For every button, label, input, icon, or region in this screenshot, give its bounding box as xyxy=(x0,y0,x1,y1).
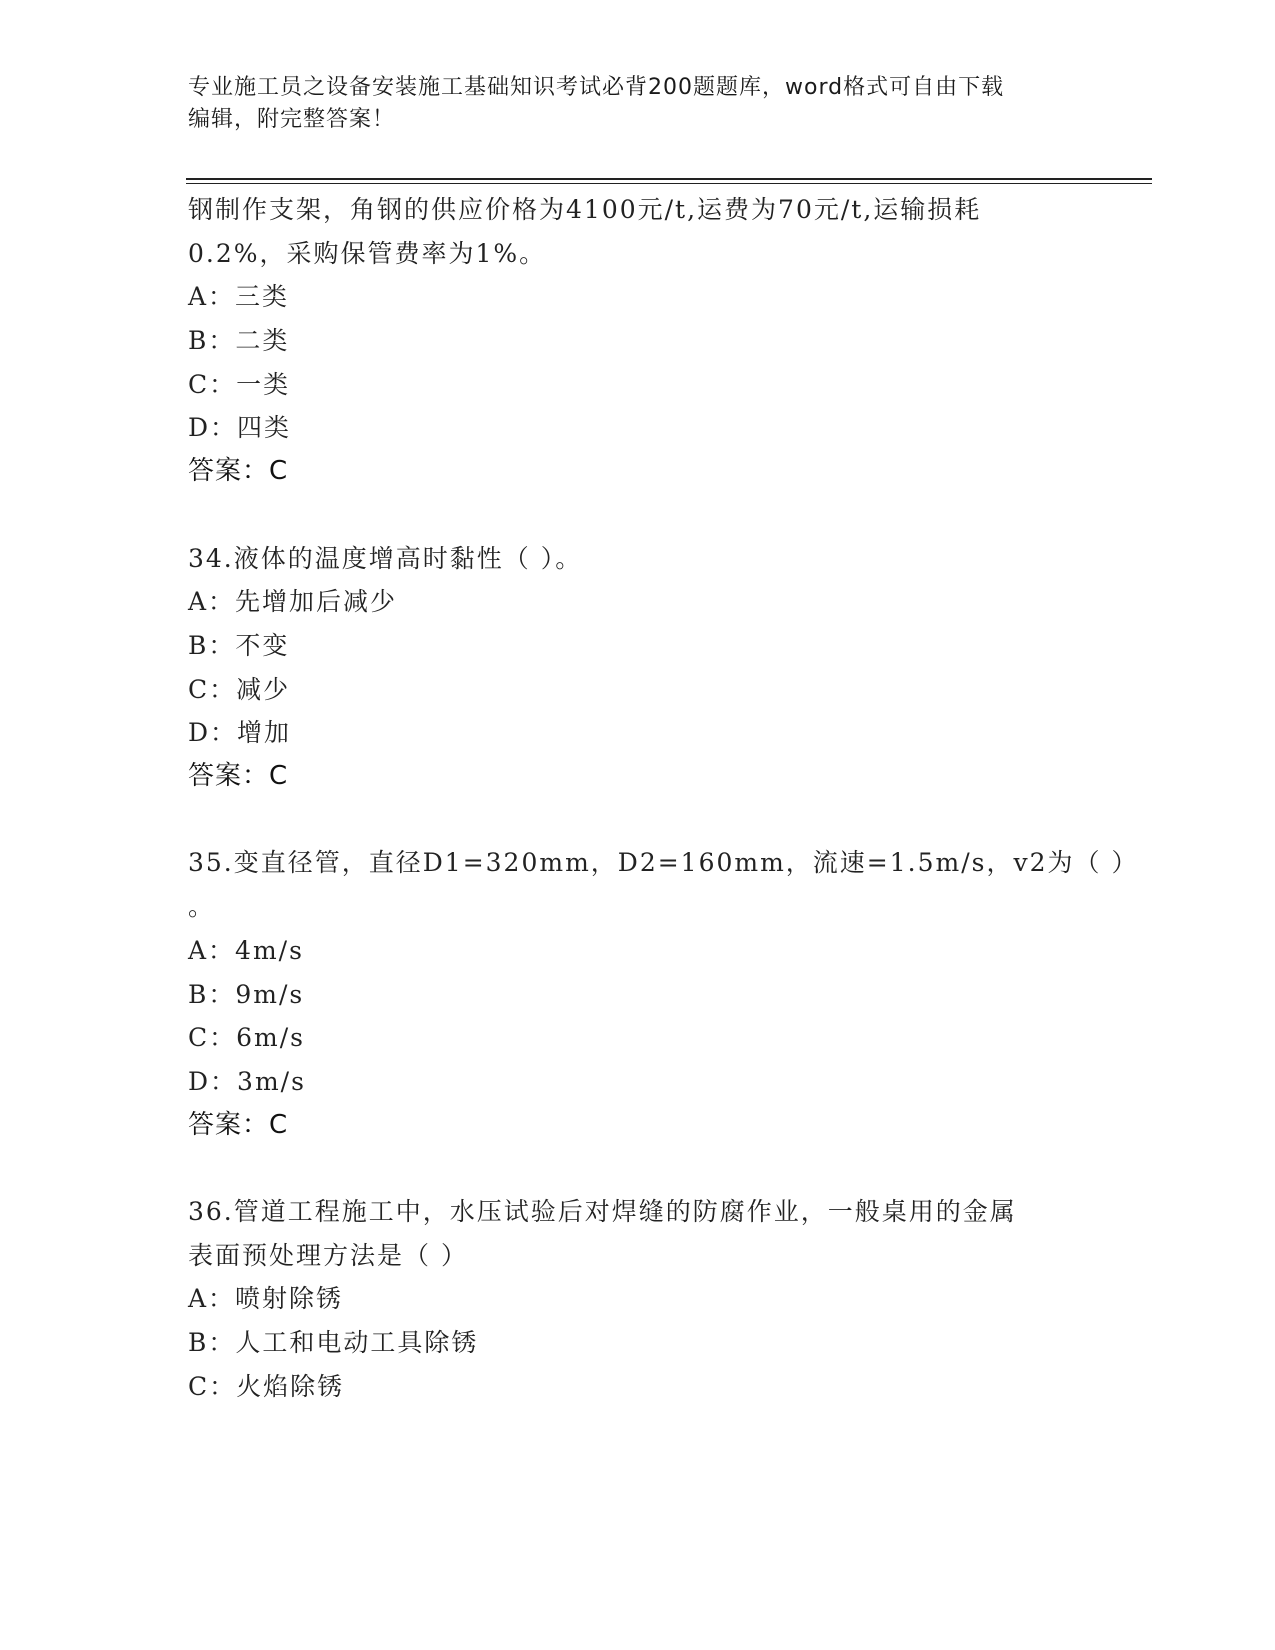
header-divider-thin xyxy=(186,183,1152,184)
q36-option-c: C：火焰除锈 xyxy=(188,1372,345,1401)
q36-option-b: B：人工和电动工具除锈 xyxy=(188,1328,479,1357)
q33-text-line-2: 0.2%，采购保管费率为1%。 xyxy=(188,239,547,268)
q33-option-c: C：一类 xyxy=(188,370,291,399)
header-line-1: 专业施工员之设备安装施工基础知识考试必背200题题库，word格式可自由下载 xyxy=(188,75,1005,100)
q34-option-d: D：增加 xyxy=(188,718,292,747)
q34-option-b: B：不变 xyxy=(188,631,290,660)
q34-option-c: C：减少 xyxy=(188,675,291,704)
document-header xyxy=(188,72,1088,136)
q35-option-b: B：9m/s xyxy=(188,980,305,1009)
q33-option-a: A：三类 xyxy=(188,282,290,311)
q36-question-line-2: 表面预处理方法是（ ） xyxy=(188,1241,468,1270)
q35-option-c: C：6m/s xyxy=(188,1023,305,1052)
q33-answer: 答案：C xyxy=(188,456,289,486)
header-line-2: 编辑，附完整答案！ xyxy=(188,107,396,132)
q35-question: 35.变直径管，直径D1=320mm，D2=160mm，流速=1.5m/s，v2为（ ） xyxy=(188,848,1139,877)
q33-text-line-1: 钢制作支架，角钢的供应价格为4100元/t,运费为70元/t,运输损耗 xyxy=(188,195,982,224)
q36-option-a: A：喷射除锈 xyxy=(188,1284,344,1313)
q33-option-d: D：四类 xyxy=(188,413,292,442)
q34-answer: 答案：C xyxy=(188,761,289,791)
q33-option-b: B：二类 xyxy=(188,326,290,355)
q35-question-cont: 。 xyxy=(188,892,216,921)
q34-option-a: A：先增加后减少 xyxy=(188,587,398,616)
q35-option-a: A：4m/s xyxy=(188,936,304,965)
q35-answer: 答案：C xyxy=(188,1110,289,1140)
q34-question: 34.液体的温度增高时黏性（ ）。 xyxy=(188,544,583,573)
q36-question-line-1: 36.管道工程施工中，水压试验后对焊缝的防腐作业，一般桌用的金属 xyxy=(188,1197,1017,1226)
q35-option-d: D：3m/s xyxy=(188,1067,306,1096)
header-divider-thick xyxy=(186,178,1152,180)
